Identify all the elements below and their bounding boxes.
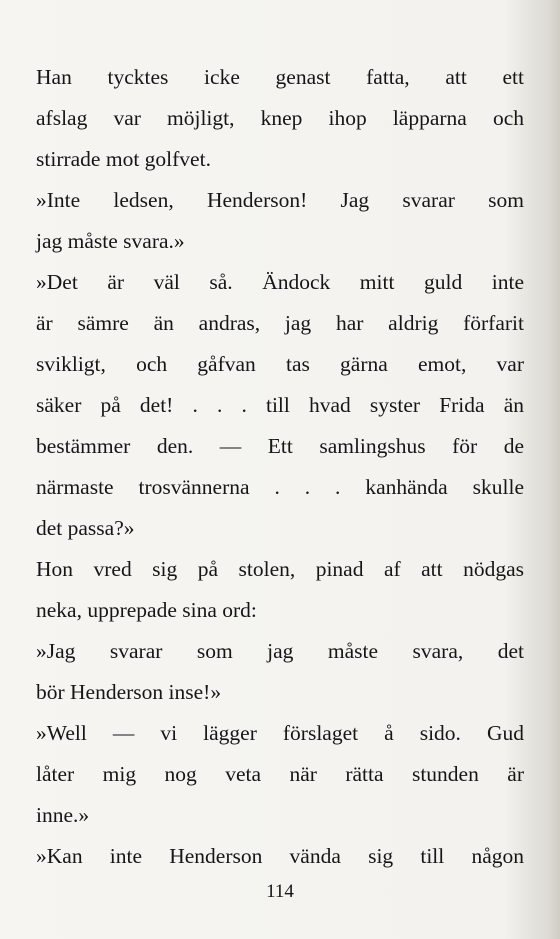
text-line: »Inte ledsen, Henderson! Jag svarar som <box>36 188 524 212</box>
text-line: Han tycktes icke genast fatta, att ett <box>36 65 524 89</box>
text-line: bör Henderson inse!» <box>36 680 222 704</box>
text-line: inne.» <box>36 803 90 827</box>
text-line: »Well — vi lägger förslaget å sido. Gud <box>36 721 524 745</box>
text-line: stirrade mot golfvet. <box>36 147 211 171</box>
text-line: låter mig nog veta när rätta stunden är <box>36 762 524 786</box>
text-line: det passa?» <box>36 516 135 540</box>
text-line: är sämre än andras, jag har aldrig förfarit <box>36 311 524 335</box>
text-line: »Det är väl så. Ändock mitt guld inte <box>36 270 524 294</box>
text-line: »Kan inte Henderson vända sig till någon <box>36 844 524 868</box>
page-number: 114 <box>266 881 294 902</box>
text-line: »Jag svarar som jag måste svara, det <box>36 639 524 663</box>
text-line: Hon vred sig på stolen, pinad af att nödgas <box>36 557 524 581</box>
text-line: bestämmer den. — Ett samlingshus för de <box>36 434 524 458</box>
text-line: neka, upprepade sina ord: <box>36 598 257 622</box>
text-line: afslag var möjligt, knep ihop läpparna och <box>36 106 524 130</box>
body-text <box>36 57 524 877</box>
text-line: säker på det! . . . till hvad syster Frida än <box>36 393 524 417</box>
text-line: närmaste trosvännerna . . . kanhända skulle <box>36 475 524 499</box>
text-line: svikligt, och gåfvan tas gärna emot, var <box>36 352 524 376</box>
text-line: jag måste svara.» <box>36 229 185 253</box>
